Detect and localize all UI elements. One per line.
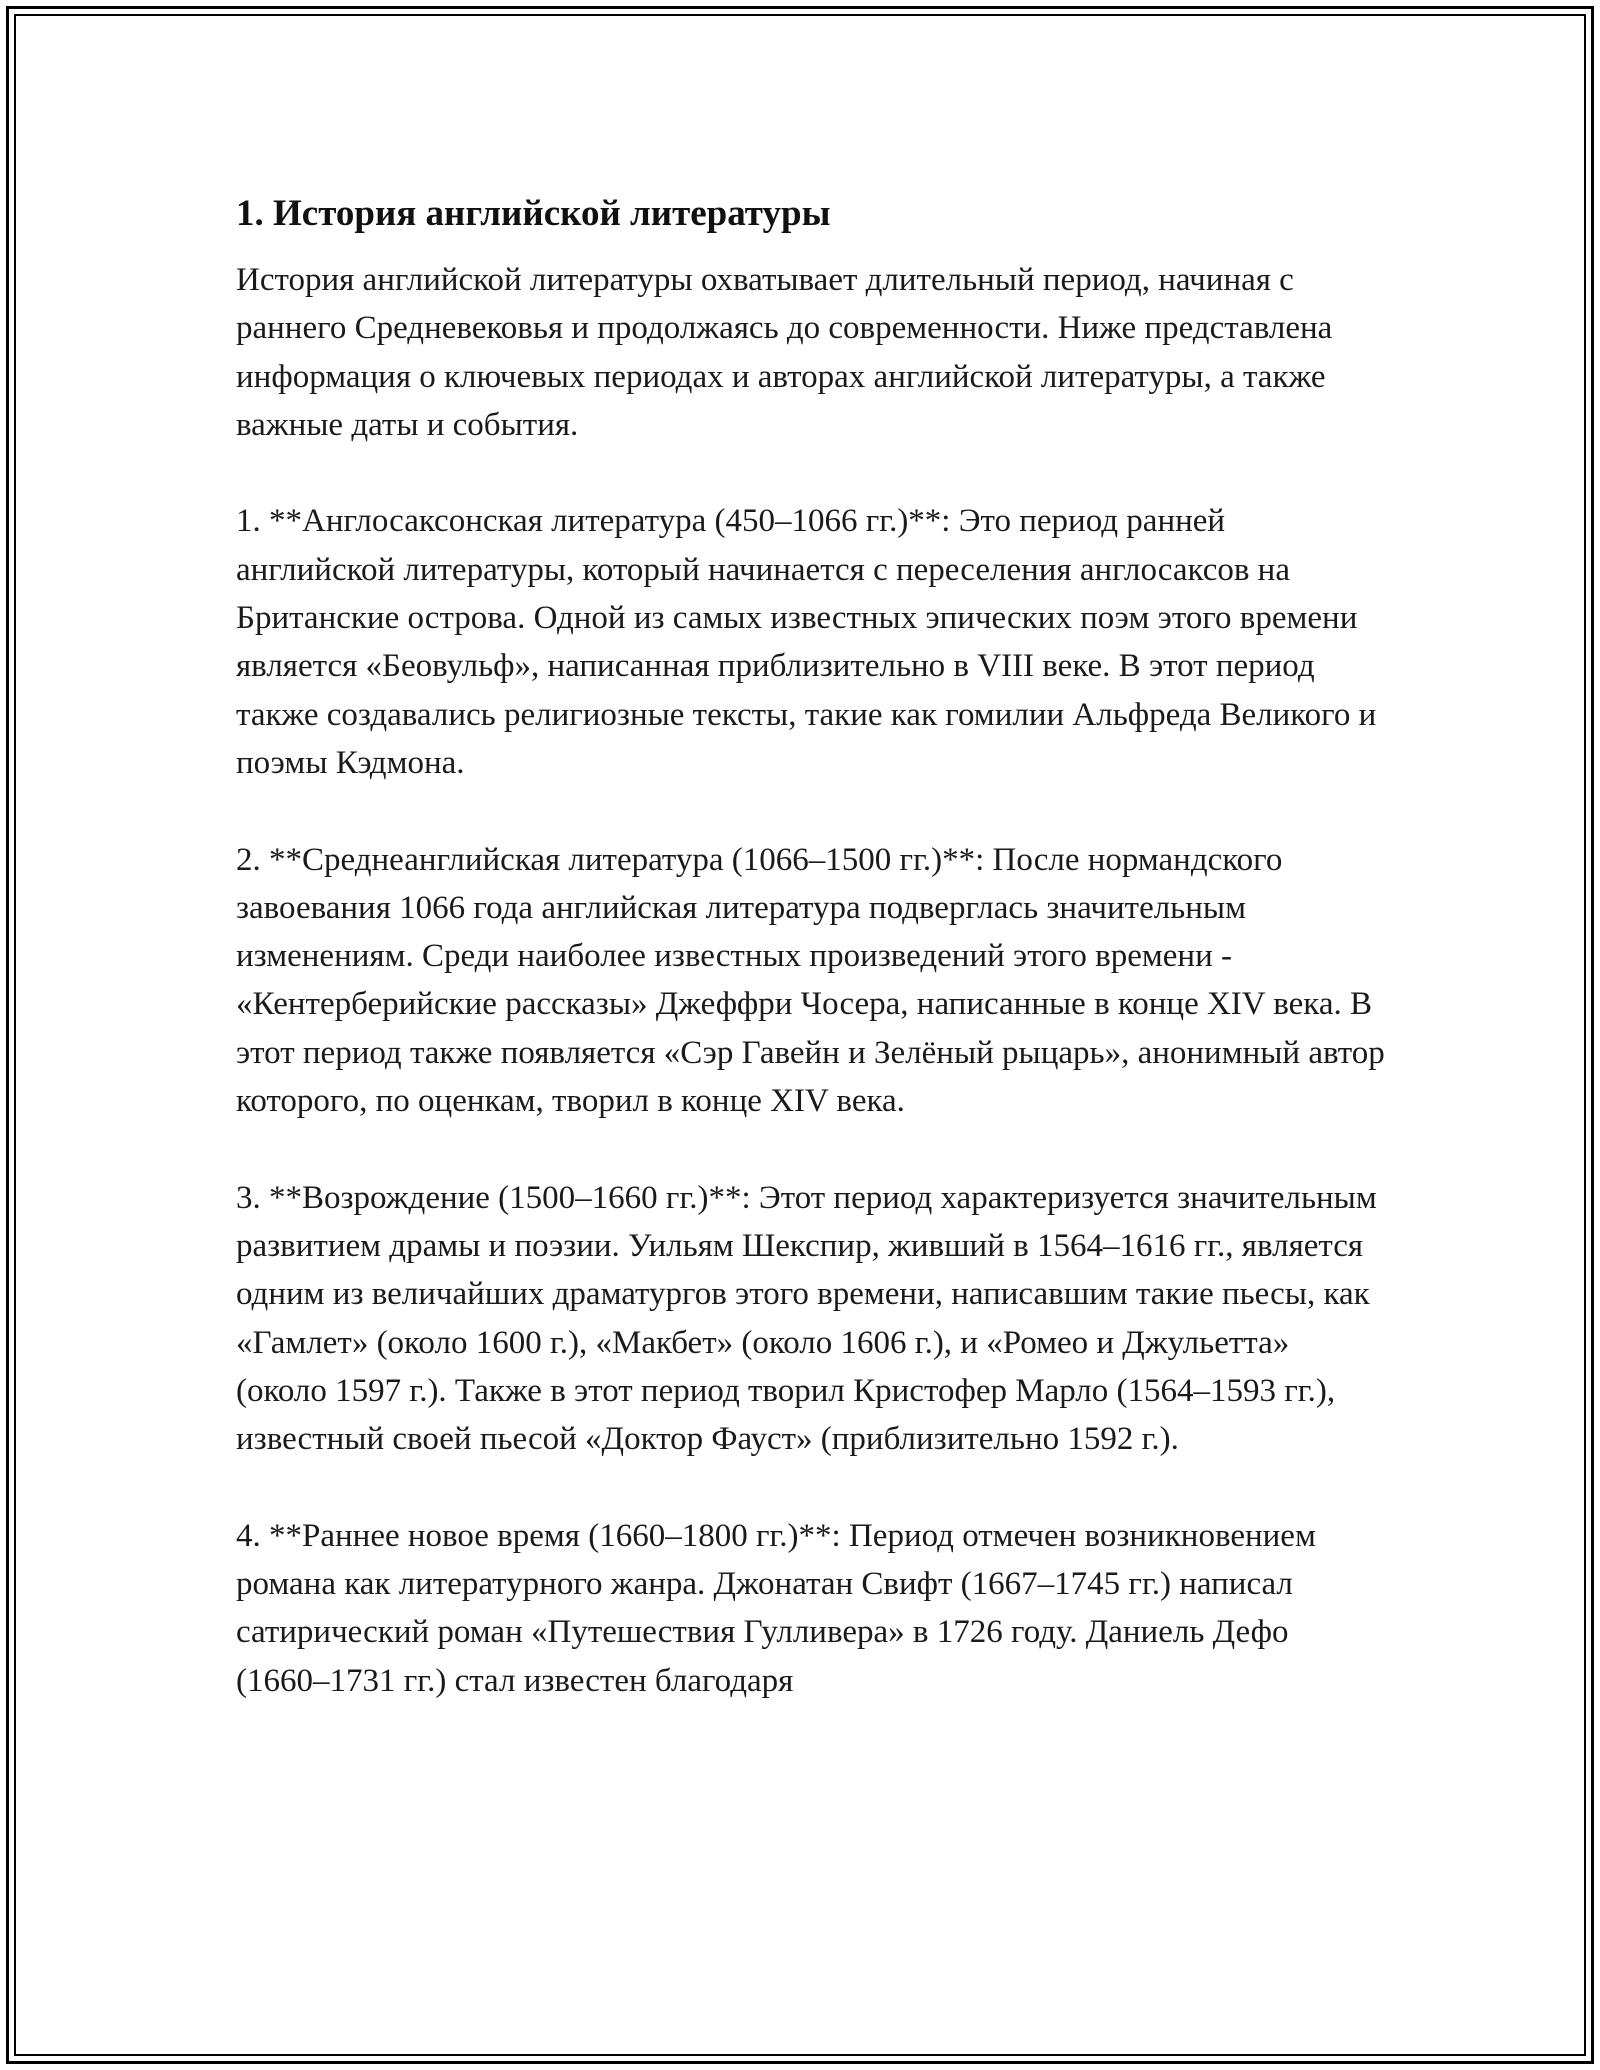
document-title: 1. История английской литературы	[236, 193, 831, 234]
document-body	[236, 186, 1386, 1753]
paragraph-early-modern: 4. **Раннее новое время (1660–1800 гг.)**: Период отмечен возникновением романа как литературного жанра. Джонатан Свифт (1667–1745 гг.) написал сатирический роман «Путешествия Гулливера» в 1726 году. Даниель Дефо (1660–1731 гг.) стал известен благодаря	[236, 1517, 1316, 1699]
paragraph-intro: История английской литературы охватывает длительный период, начиная с раннего Средневековья и продолжаясь до современности. Ниже представлена информация о ключевых периодах и авторах английской литературы, а также важные даты и события.	[236, 262, 1333, 443]
paragraph-renaissance: 3. **Возрождение (1500–1660 гг.)**: Этот период характеризуется значительным развитием драмы и поэзии. Уильям Шекспир, живший в 1564–1616 гг., является одним из величайших драматургов этого времени, написавшим такие пьесы, как «Гамлет» (около 1600 г.), «Макбет» (около 1606 г.), и «Ромео и Джульетта» (около 1597 г.). Также в этот период творил Кристофер Марло (1564–1593 гг.), известный своей пьесой «Доктор Фауст» (приблизительно 1592 г.).	[236, 1179, 1377, 1458]
paragraph-middle-english: 2. **Среднеанглийская литература (1066–1500 гг.)**: После нормандского завоевания 1066 года английская литература подверглась значительным изменениям. Среди наиболее известных произведений этого времени - «Кентерберийские рассказы» Джеффри Чосера, написанные в конце XIV века. В этот период также появляется «Сэр Гавейн и Зелёный рыцарь», анонимный автор которого, по оценкам, творил в конце XIV века.	[236, 841, 1385, 1120]
paragraph-anglo-saxon: 1. **Англосаксонская литература (450–1066 гг.)**: Это период ранней английской литературы, который начинается с переселения англосаксов на Британские острова. Одной из самых известных эпических поэм этого времени является «Беовульф», написанная приблизительно в VIII веке. В этот период также создавались религиозные тексты, такие как гомилии Альфреда Великого и поэмы Кэдмона.	[236, 503, 1377, 781]
